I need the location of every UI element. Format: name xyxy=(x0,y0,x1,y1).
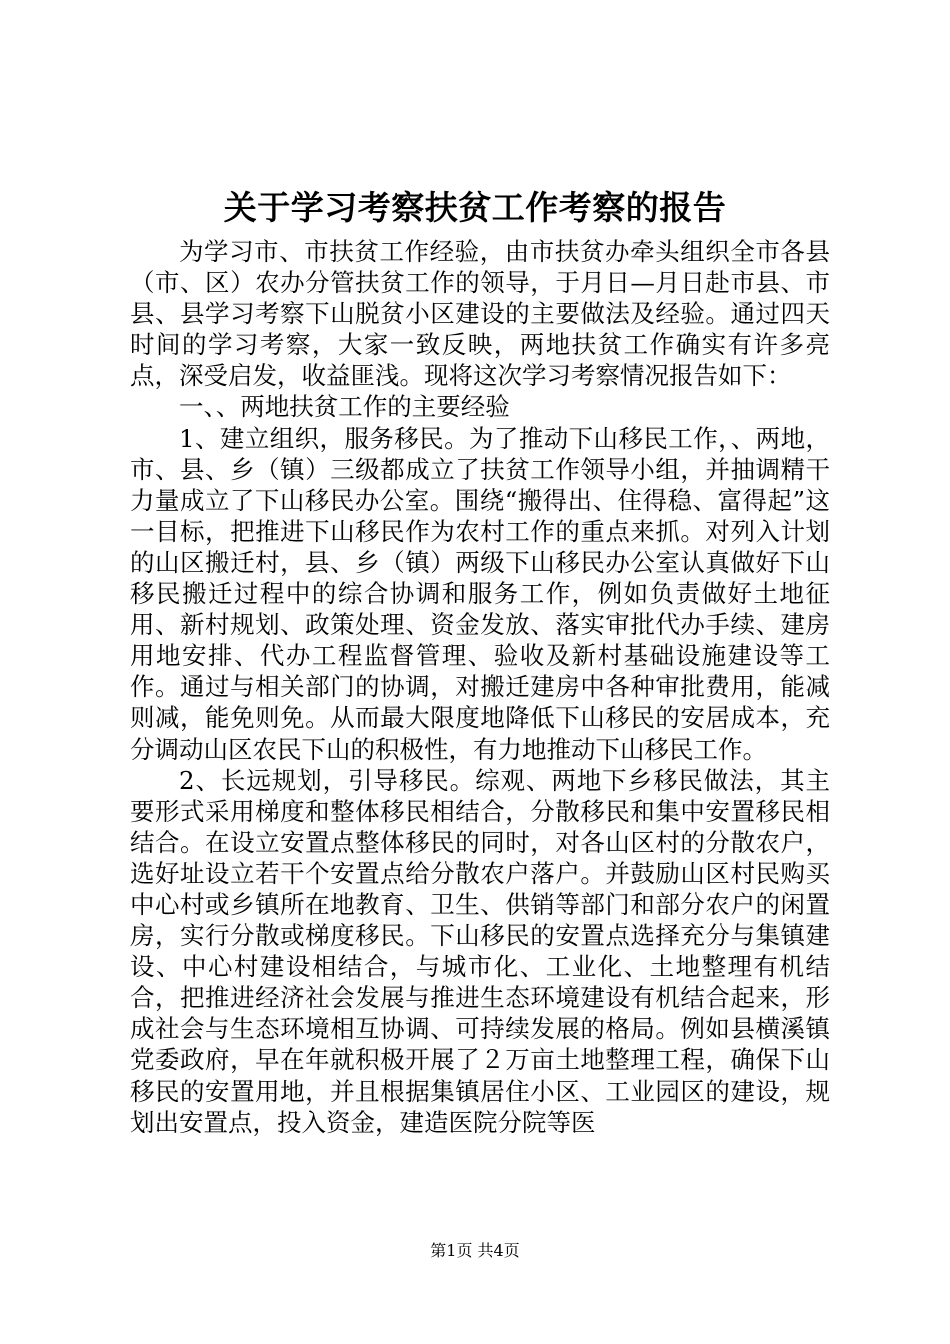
paragraph-intro: 为学习市、市扶贫工作经验，由市扶贫办牵头组织全市各县（市、区）农办分管扶贫工作的领导，于月日—月日赴市县、市县、县学习考察下山脱贫小区建设的主要做法及经验。通过四天时间的学习考察，大家一致反映，两地扶贫工作确实有许多亮点，深受启发，收益匪浅。现将这次学习考察情况报告如下： xyxy=(130,237,830,391)
paragraph-point-2: 2、长远规划，引导移民。综观、两地下乡移民做法，其主要形式采用梯度和整体移民相结合，分散移民和集中安置移民相结合。在设立安置点整体移民的同时，对各山区村的分散农户，选好址设立若干个安置点给分散农户落户。并鼓励山区村民购买中心村或乡镇所在地教育、卫生、供销等部门和部分农户的闲置房，实行分散或梯度移民。下山移民的安置点选择充分与集镇建设、中心村建设相结合，与城市化、工业化、土地整理有机结合，把推进经济社会发展与推进生态环境建设有机结合起来，形成社会与生态环境相互协调、可持续发展的格局。例如县横溪镇党委政府，早在年就积极开展了２万亩土地整理工程，确保下山移民的安置用地，并且根据集镇居住小区、工业园区的建设，规划出安置点，投入资金，建造医院分院等医 xyxy=(130,765,830,1137)
section-heading: 一、、两地扶贫工作的主要经验 xyxy=(179,392,510,422)
document-body xyxy=(130,236,830,1138)
paragraph-point-1: 1、建立组织，服务移民。为了推动下山移民工作，、两地，市、县、乡（镇）三级都成立了扶贫工作领导小组，并抽调精干力量成立了下山移民办公室。围绕“搬得出、住得稳、富得起”这一目标，把推进下山移民作为农村工作的重点来抓。对列入计划的山区搬迁村，县、乡（镇）两级下山移民办公室认真做好下山移民搬迁过程中的综合协调和服务工作，例如负责做好土地征用、新村规划、政策处理、资金发放、落实审批代办手续、建房用地安排、代办工程监督管理、验收及新村基础设施建设等工作。通过与相关部门的协调，对搬迁建房中各种审批费用，能减则减，能免则免。从而最大限度地降低下山移民的安居成本，充分调动山区农民下山的积极性，有力地推动下山移民工作。 xyxy=(130,423,830,764)
document-title: 关于学习考察扶贫工作考察的报告 xyxy=(223,188,727,227)
page-number-footer: 第1页 共4页 xyxy=(430,1241,520,1260)
